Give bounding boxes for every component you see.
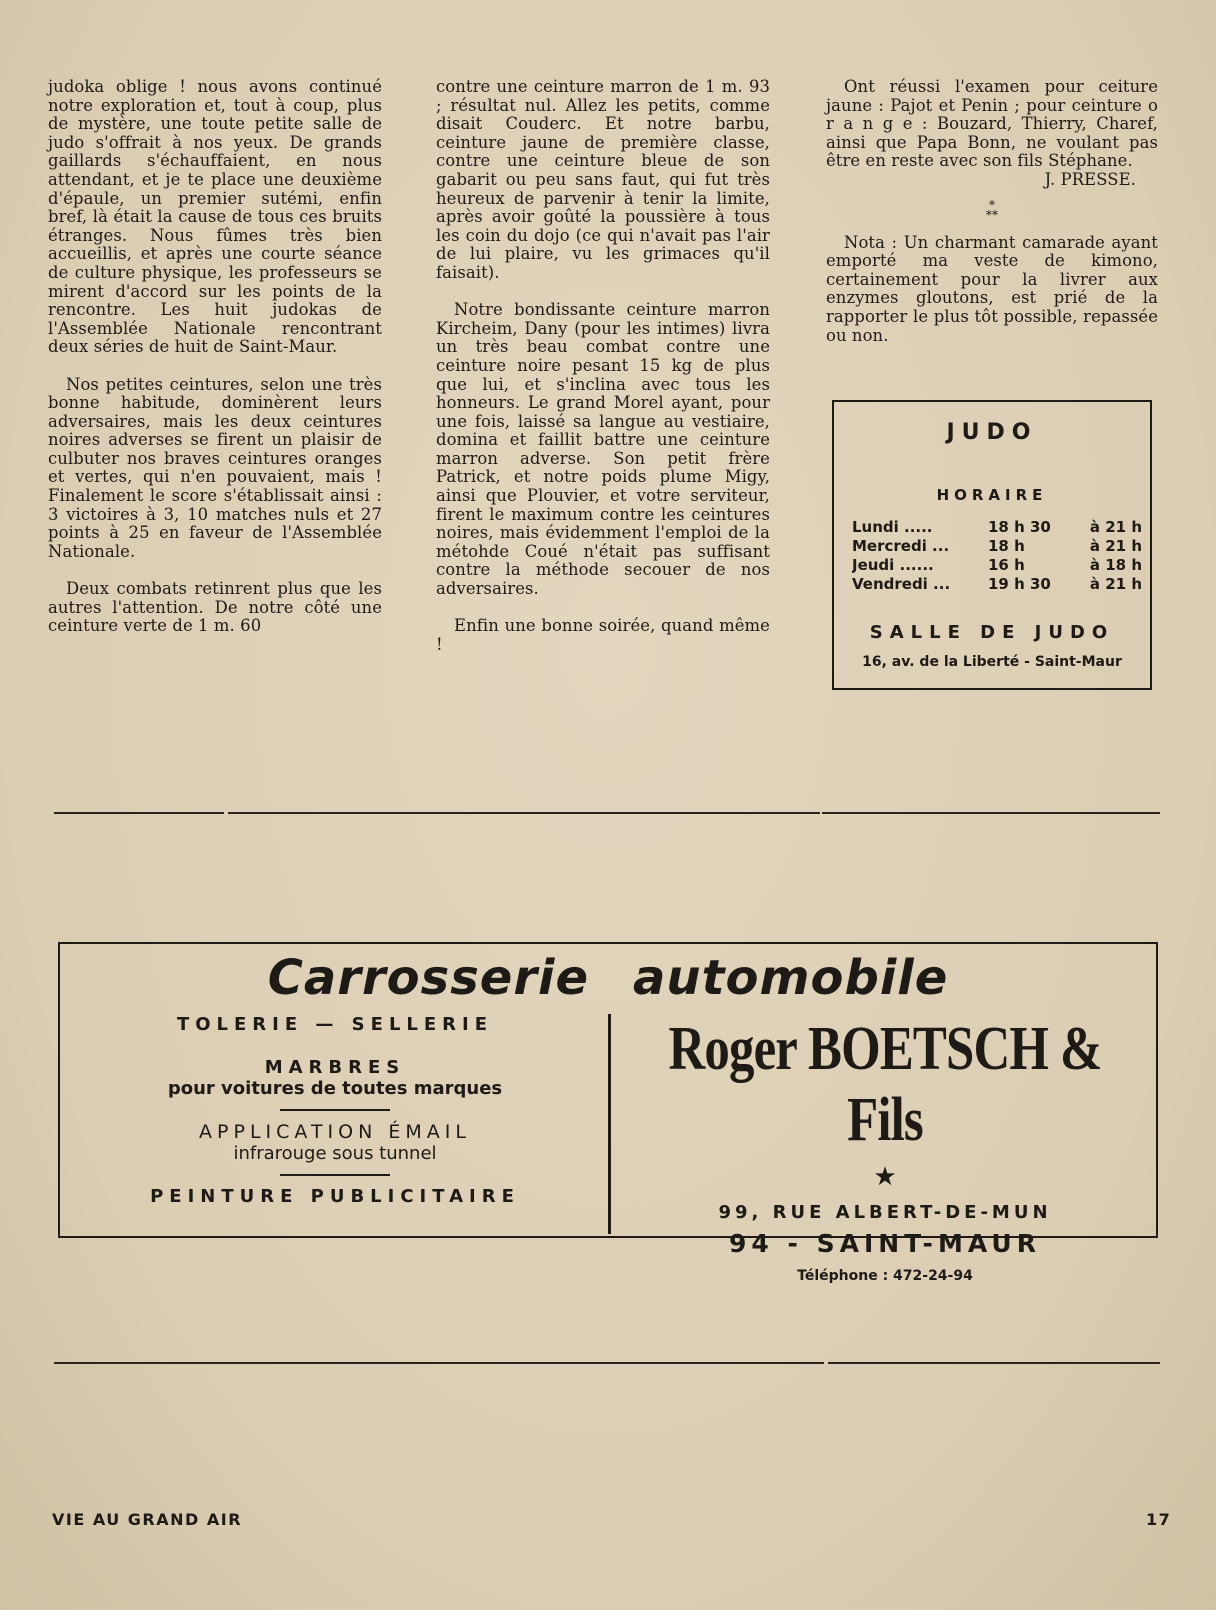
schedule-start: 19 h 30 [988, 575, 1051, 593]
ad-service-line: pour voitures de toutes marques [167, 1078, 503, 1099]
page-number: 17 [1146, 1510, 1172, 1529]
paragraph: Ont réussi l'examen pour ceiture jaune : Pajot et Penin ; pour ceinture o r a n g e : Bouzard, Thierry, Charef, ainsi que Papa Bonn, ne voulant pas être en reste avec son fils Stéphane. [826, 77, 1158, 171]
schedule-end: à 18 h [1089, 556, 1142, 574]
ad-street-address: 99, RUE ALBERT-DE-MUN [718, 1202, 1052, 1223]
divider-rule [828, 1362, 1160, 1364]
divider-rule [54, 812, 224, 814]
article-column-3 [826, 78, 1158, 364]
ad-headline-word: automobile [633, 950, 949, 1006]
schedule-day: Mercredi ... [852, 537, 950, 555]
asterisk-bottom: ** [985, 207, 999, 222]
ad-service-line: TOLERIE — SELLERIE [176, 1014, 494, 1035]
judo-title: JUDO [946, 420, 1038, 445]
judo-hall-address: 16, av. de la Liberté - Saint-Maur [862, 654, 1122, 670]
star-icon: ★ [873, 1162, 897, 1192]
paragraph: Nos petites ceintures, selon une très bonne habitude, dominèrent leurs adversaires, mais les deux ceintures noires adverses se firent un plaisir de culbuter nos braves ceintures oranges et vertes, qui n'en pouvaient, mais ! Finalement le score s'établissait ainsi : 3 victoires à 3, 10 matches nuls et 27 points à 25 en faveur de l'Assemblée Nationale. [48, 374, 382, 561]
schedule-table [852, 518, 1142, 594]
schedule-end: à 21 h [1089, 575, 1142, 593]
ad-service-line: MARBRES [264, 1057, 406, 1078]
ad-company [620, 1014, 1150, 1284]
divider-rule [228, 812, 820, 814]
schedule-start: 16 h [988, 556, 1025, 574]
schedule-day: Lundi ..... [852, 518, 933, 536]
schedule-day: Jeudi ...... [852, 556, 934, 574]
judo-schedule-box [832, 400, 1152, 690]
paragraph: Enfin une bonne soirée, quand même ! [436, 616, 770, 654]
asterisk-top: * [988, 197, 996, 212]
ad-vertical-divider [608, 1014, 611, 1234]
ad-separator [280, 1109, 390, 1111]
schedule-row [852, 575, 1142, 594]
ad-phone: Téléphone : 472-24-94 [797, 1268, 973, 1284]
ad-service-line: infrarouge sous tunnel [233, 1143, 437, 1164]
divider-rule [822, 812, 1160, 814]
paragraph: Deux combats retinrent plus que les autres l'attention. De notre côté une ceinture verte de 1 m. 60 [48, 579, 382, 636]
schedule-heading: HORAIRE [936, 486, 1048, 504]
schedule-start: 18 h 30 [988, 518, 1051, 536]
section-separator [826, 197, 1158, 222]
ad-service-line: APPLICATION ÉMAIL [199, 1121, 471, 1143]
paragraph: judoka oblige ! nous avons continué notre exploration et, tout à coup, plus de mystère, une toute petite salle de judo s'offrait à nos yeux. De grands gaillards s'échauffaient, en nous attendant, et je te place une deuxième d'épaule, un premier sutémi, enfin bref, là était la cause de tous ces bruits étranges. Nous fûmes très bien accueillis, et après une courte séance de culture physique, les professeurs se mirent d'accord sur les points de la rencontre. Les huit judokas de l'Assemblée Nationale rencontrant deux séries de huit de Saint-Maur. [48, 77, 382, 357]
schedule-row [852, 537, 1142, 556]
article-column-2 [436, 78, 770, 673]
schedule-end: à 21 h [1089, 518, 1142, 536]
schedule-row [852, 518, 1142, 537]
ad-separator [280, 1174, 390, 1176]
paragraph: contre une ceinture marron de 1 m. 93 ; résultat nul. Allez les petits, comme disait Couderc. Et notre barbu, ceinture jaune de première classe, contre une ceinture bleue de son gabarit ou peu sans faut, qui fut très heureux de parvenir à tenir la limite, après avoir goûté la poussière à tous les coin du dojo (ce qui n'avait pas l'air de lui plaire, vu les grimaces qu'il faisait). [436, 77, 770, 282]
paragraph: Nota : Un charmant camarade ayant emporté ma veste de kimono, certainement pour la livrer aux enzymes gloutons, est prié de la rapporter le plus tôt possible, repassée ou non. [826, 232, 1158, 345]
schedule-end: à 21 h [1089, 537, 1142, 555]
ad-services [100, 1014, 570, 1207]
article-column-1 [48, 78, 382, 654]
ad-service-line: PEINTURE PUBLICITAIRE [150, 1186, 520, 1207]
schedule-start: 18 h [988, 537, 1025, 555]
schedule-day: Vendredi ... [852, 575, 951, 593]
signature: J. PRESSE. [1044, 169, 1136, 189]
ad-headline-word: Carrosserie [267, 950, 589, 1006]
publication-name: VIE AU GRAND AIR [52, 1510, 243, 1529]
ad-city: 94 - SAINT-MAUR [729, 1229, 1041, 1258]
ad-headline [60, 950, 1156, 1006]
schedule-row [852, 556, 1142, 575]
divider-rule [54, 1362, 824, 1364]
ad-company-name: Roger BOETSCH & Fils [668, 1015, 1102, 1154]
advertisement-carrosserie [58, 942, 1158, 1284]
judo-hall-name: SALLE DE JUDO [869, 622, 1115, 643]
paragraph: Notre bondissante ceinture marron Kircheim, Dany (pour les intimes) livra un très beau combat contre une ceinture noire pesant 15 kg de plus que lui, et s'inclina avec tous les honneurs. Le grand Morel ayant, pour une fois, laissé sa langue au vestiaire, domina et faillit battre une ceinture marron adverse. Son petit frère Patrick, et notre poids plume Migy, ainsi que Plouvier, et votre serviteur, firent le maximum contre les ceintures noires, mais évidemment l'emploi de la métohde Coué n'était pas suffisant contre la méthode secouer de nos adversaires. [436, 300, 770, 599]
